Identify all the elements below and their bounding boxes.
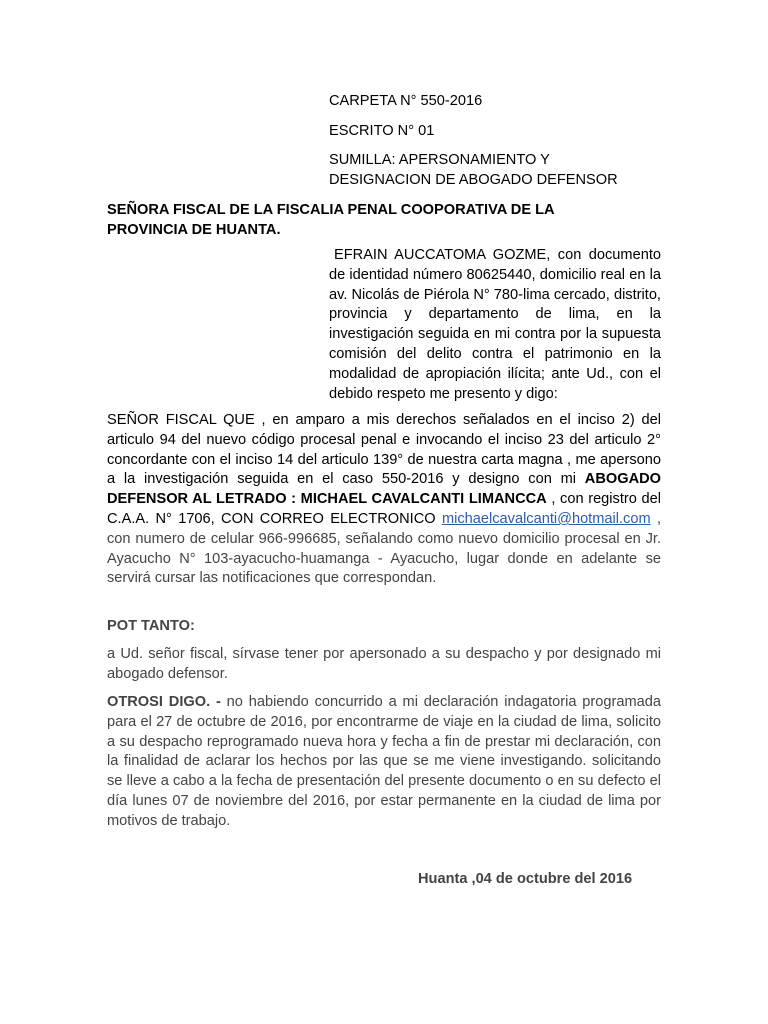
main-paragraph	[107, 411, 661, 589]
main-text-part-3: , con numero de celular 966-996685, señalando como nuevo domicilio procesal en Jr. Ayacucho N° 103-ayacucho-huamanga - Ayacucho, lugar donde en adelante se servirá cursar las notificaciones que correspondan.	[107, 510, 662, 587]
main-text-part-2: , con registro del C.A.A. N° 1706, CON CORREO ELECTRONICO	[107, 491, 661, 527]
intro-text: EFRAIN AUCCATOMA GOZME, con documento de identidad número 80625440, domicilio real en la av. Nicolás de Piérola N° 780-lima cercado, distrito, provincia y departamento de lima, en la investigación seguida en mi contra por la supuesta comisión del delito contra el patrimonio en la modalidad de apropiación ilícita; ante Ud., con el debido respeto me presento y digo:	[329, 247, 661, 402]
summary-line-2: DESIGNACION DE ABOGADO DEFENSOR	[329, 172, 618, 188]
por-tanto-heading: POT TANTO:	[107, 618, 195, 634]
filing-number: ESCRITO N° 01	[329, 123, 435, 139]
addressee-line-1: SEÑORA FISCAL DE LA FISCALIA PENAL COOPORATIVA DE LA	[107, 202, 555, 218]
email-link[interactable]: michaelcavalcanti@hotmail.com	[441, 510, 651, 527]
case-number: CARPETA N° 550-2016	[329, 93, 483, 109]
lawyer-designation: ABOGADO DEFENSOR AL LETRADO : MICHAEL CAVALCANTI LIMANCCA	[107, 471, 661, 508]
document-date: Huanta ,04 de octubre del 2016	[418, 871, 633, 887]
otrosi-heading: OTROSI DIGO. -	[107, 694, 221, 710]
intro-paragraph	[329, 246, 661, 404]
summary-line-1: SUMILLA: APERSONAMIENTO Y	[329, 152, 550, 168]
otrosi-paragraph	[107, 693, 661, 832]
addressee-line-2: PROVINCIA DE HUANTA.	[107, 222, 281, 238]
main-text-part-1: SEÑOR FISCAL QUE , en amparo a mis derechos señalados en el inciso 2) del articulo 94 del nuevo código procesal penal e invocando el inciso 23 del articulo 2° concordante con el inciso 14 del articulo 139° de nuestra carta magna , me apersono a la investigación seguida en el caso 550-2016 y designo con mi	[107, 412, 661, 488]
otrosi-text: no habiendo concurrido a mi declaración indagatoria programada para el 27 de octubre de 2016, por encontrarme de viaje en la ciudad de lima, solicito a su despacho reprogramado nueva hora y fecha a fin de prestar mi declaración, con la finalidad de aclarar los hechos por las que se me viene investigando. solicitando se lleve a cabo a la fecha de presentación del presente documento o en su defecto el día lunes 07 de noviembre del 2016, por estar permanente en la ciudad de lima por motivos de trabajo.	[107, 694, 661, 829]
por-tanto-paragraph: a Ud. señor fiscal, sírvase tener por apersonado a su despacho y por designado mi abogado defensor.	[107, 646, 661, 682]
addressee	[107, 200, 627, 240]
